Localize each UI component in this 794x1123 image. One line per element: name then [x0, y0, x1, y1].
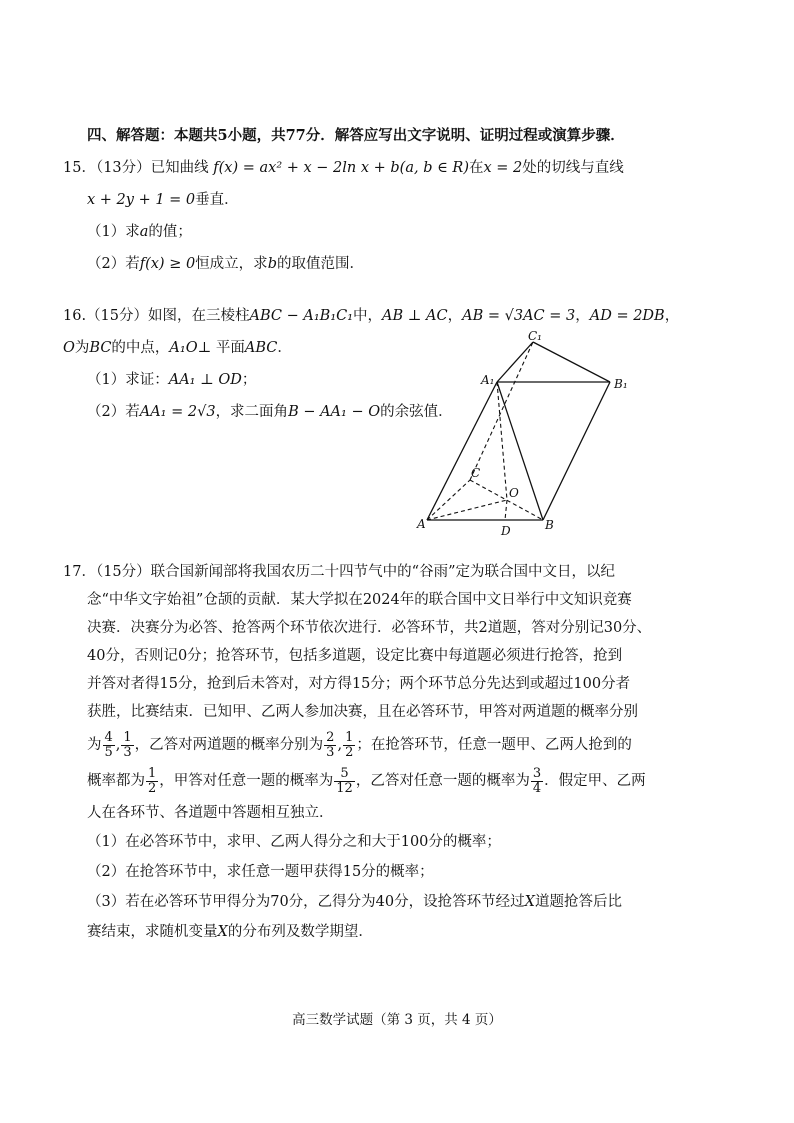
q15-number: 15． [63, 160, 96, 176]
q16-text: ⊥ 平面 [197, 340, 245, 356]
denominator: 2 [148, 780, 157, 796]
q17-var-x: X [217, 924, 228, 940]
q16-line-1 [63, 306, 679, 326]
q16-text: ； [241, 372, 257, 388]
numerator: 1 [148, 765, 157, 781]
q16-text: ， [664, 308, 680, 324]
q16-plane: ABC [244, 340, 278, 356]
q17-text: ，乙答对任意一题的概率为 [355, 773, 530, 789]
q16-part-1 [87, 370, 256, 390]
q16-part-2 [87, 402, 453, 422]
q16-text: 如图，在三棱柱 [148, 308, 250, 324]
denominator: 3 [326, 744, 335, 760]
q16-text: 中， [353, 308, 383, 324]
q15-text: 的取值范围． [276, 256, 364, 272]
q17-text: 为 [87, 737, 102, 753]
fraction-2-3 [324, 731, 336, 760]
q16-bc: BC [89, 340, 112, 356]
label-d: D [501, 524, 511, 538]
q17-line-6: 获胜，比赛结束．已知甲、乙两人参加决赛，且在必答环节，甲答对两道题的概率分别 [87, 704, 638, 720]
denominator: 3 [123, 744, 132, 760]
numerator: 5 [334, 767, 355, 782]
q15-text: 的值； [148, 224, 192, 240]
fraction-1-2 [343, 731, 355, 760]
edge-cc1-hidden [470, 342, 533, 480]
part-label: （1） [87, 224, 126, 240]
q15-score: （13分） [95, 160, 151, 176]
q15-part-1 [87, 222, 192, 242]
q17-line-7 [87, 727, 632, 763]
numerator: 3 [532, 765, 542, 781]
numerator: 1 [345, 729, 354, 745]
numerator: 2 [326, 729, 335, 745]
q15-function-expr: f(x) = ax² + x − 2ln x + b(a, b ∈ R) [213, 160, 470, 176]
q17-text: , [115, 737, 121, 753]
numerator: 1 [123, 729, 132, 745]
q16-text: ， [575, 308, 590, 324]
q15-inequality: f(x) ≥ 0 [139, 256, 196, 272]
q15-part-2 [87, 254, 364, 274]
q17-line-5: 并答对者得15分，抢到后未答对，对方得15分；两个环节总分先达到或超过100分者 [87, 676, 631, 692]
label-a: A [417, 517, 426, 531]
q17-part-3-line-2 [87, 922, 373, 942]
label-c: C [471, 466, 481, 480]
q17-text: ，甲答对任意一题的概率为 [159, 773, 334, 789]
section-heading: 四、解答题：本题共5小题，共77分．解答应写出文字说明、证明过程或演算步骤． [87, 127, 625, 144]
q15-text: 在 [469, 160, 484, 176]
label-c1: C₁ [528, 330, 542, 343]
q17-text: （3）若在必答环节甲得分为70分，乙得分为40分，设抢答环节经过 [87, 894, 525, 910]
q16-length-expr: AA₁ = 2√3 [139, 404, 216, 420]
q17-text: ；在抢答环节，任意一题甲、乙两人抢到的 [356, 737, 632, 753]
q16-text: ， [447, 308, 463, 324]
q16-point-o: O [63, 340, 75, 356]
q16-text: 的中点， [111, 340, 170, 356]
q17-line-3: 决赛．决赛分为必答、抢答两个环节依次进行．必答环节，共2道题，答对分别记30分、 [87, 620, 652, 636]
q16-eq2: AD = 2DB [589, 308, 665, 324]
q16-eq1: AB = √3AC = 3 [462, 308, 576, 324]
denominator: 12 [336, 780, 353, 796]
q17-text: 赛结束，求随机变量 [87, 924, 218, 940]
part-label: （2） [87, 256, 126, 272]
q15-line-1 [63, 158, 624, 178]
q16-text: 为 [74, 340, 90, 356]
edge-c1b1 [533, 342, 610, 382]
edge-a1b [497, 382, 543, 520]
q17-part-1: （1）在必答环节中，求甲、乙两人得分之和大于100分的概率； [87, 834, 501, 850]
denominator: 2 [345, 744, 354, 760]
q15-text: 若 [125, 256, 140, 272]
denominator: 5 [104, 744, 113, 760]
q15-text: 垂直． [195, 192, 239, 208]
fraction-4-5 [103, 731, 115, 760]
segment-od-hidden [505, 500, 507, 520]
page-footer: 高三数学试题（第 3 页，共 4 页） [292, 1012, 502, 1028]
segment-ao-hidden [427, 500, 507, 520]
q17-text: 道题抢答后比 [534, 894, 622, 910]
q17-part-3-line-1 [87, 892, 622, 912]
fraction-1-3 [121, 731, 133, 760]
q17-text: ，乙答对两道题的概率分别为 [134, 737, 324, 753]
q16-score: （15分） [86, 308, 149, 324]
edge-a1c1 [497, 342, 533, 382]
q16-number: 16. [63, 308, 87, 324]
q17-text: 的分布列及数学期望． [227, 924, 373, 940]
q16-text: 求证： [125, 372, 169, 388]
q16-prism: ABC − A₁B₁C₁ [249, 308, 354, 324]
q17-line-9: 人在各环节、各道题中答题相互独立． [87, 805, 334, 821]
label-b1: B₁ [614, 377, 628, 391]
q15-text: 已知曲线 [150, 160, 209, 176]
q16-perp-expr: AA₁ ⊥ OD [168, 372, 242, 388]
q16-line-2 [63, 338, 292, 358]
q17-line-4: 40分，否则记0分；抢答环节，包括多道题，设定比赛中每道题必须进行抢答，抢到 [87, 648, 623, 664]
q17-line-1 [63, 562, 615, 582]
q15-text: 处的切线与直线 [522, 160, 624, 176]
q17-score: （15分） [95, 564, 151, 580]
edge-b1b [543, 382, 610, 520]
q17-line-2: 念“中华文字始祖”仓颉的贡献．某大学拟在2024年的联合国中文日举行中文知识竞赛 [87, 592, 632, 608]
q16-a1o: A₁O [169, 340, 198, 356]
q17-part-2: （2）在抢答环节中，求任意一题甲获得15分的概率； [87, 864, 434, 880]
edge-aa1 [427, 382, 497, 520]
label-a1: A₁ [481, 373, 495, 387]
edge-ac-hidden [427, 480, 470, 520]
fraction-1-2 [146, 767, 158, 796]
label-o: O [509, 486, 519, 500]
q15-var-b: b [267, 256, 277, 272]
numerator: 4 [104, 729, 113, 745]
q17-line-8 [87, 763, 646, 799]
q15-var-a: a [139, 224, 149, 240]
q16-text: ，求二面角 [215, 404, 289, 420]
part-label: （1） [87, 372, 126, 388]
q16-text: ． [277, 340, 292, 356]
label-b: B [545, 518, 554, 532]
q17-var-x: X [524, 894, 535, 910]
denominator: 4 [532, 780, 542, 796]
q15-text: 求 [125, 224, 140, 240]
q17-text: ．假定甲、乙两 [544, 773, 646, 789]
segment-a1o-hidden [497, 382, 507, 500]
fraction-3-4 [531, 767, 543, 796]
q17-number: 17． [63, 564, 96, 580]
q16-dihedral-angle: B − AA₁ − O [288, 404, 381, 420]
q16-text: 若 [125, 404, 140, 420]
fraction-5-12 [334, 767, 355, 796]
part-label: （2） [87, 404, 126, 420]
q15-line-expr: x + 2y + 1 = 0 [87, 192, 196, 208]
q16-perp: AB ⊥ AC [382, 308, 448, 324]
q15-line-2 [87, 190, 239, 210]
prism-figure [415, 330, 655, 540]
q17-text: , [337, 737, 343, 753]
q17-text: 概率都为 [87, 773, 145, 789]
q15-text: 恒成立，求 [195, 256, 268, 272]
q17-text: 联合国新闻部将我国农历二十四节气中的“谷雨”定为联合国中文日，以纪 [150, 564, 615, 580]
q16-text: 的余弦值． [380, 404, 453, 420]
q15-point: x = 2 [483, 160, 523, 176]
